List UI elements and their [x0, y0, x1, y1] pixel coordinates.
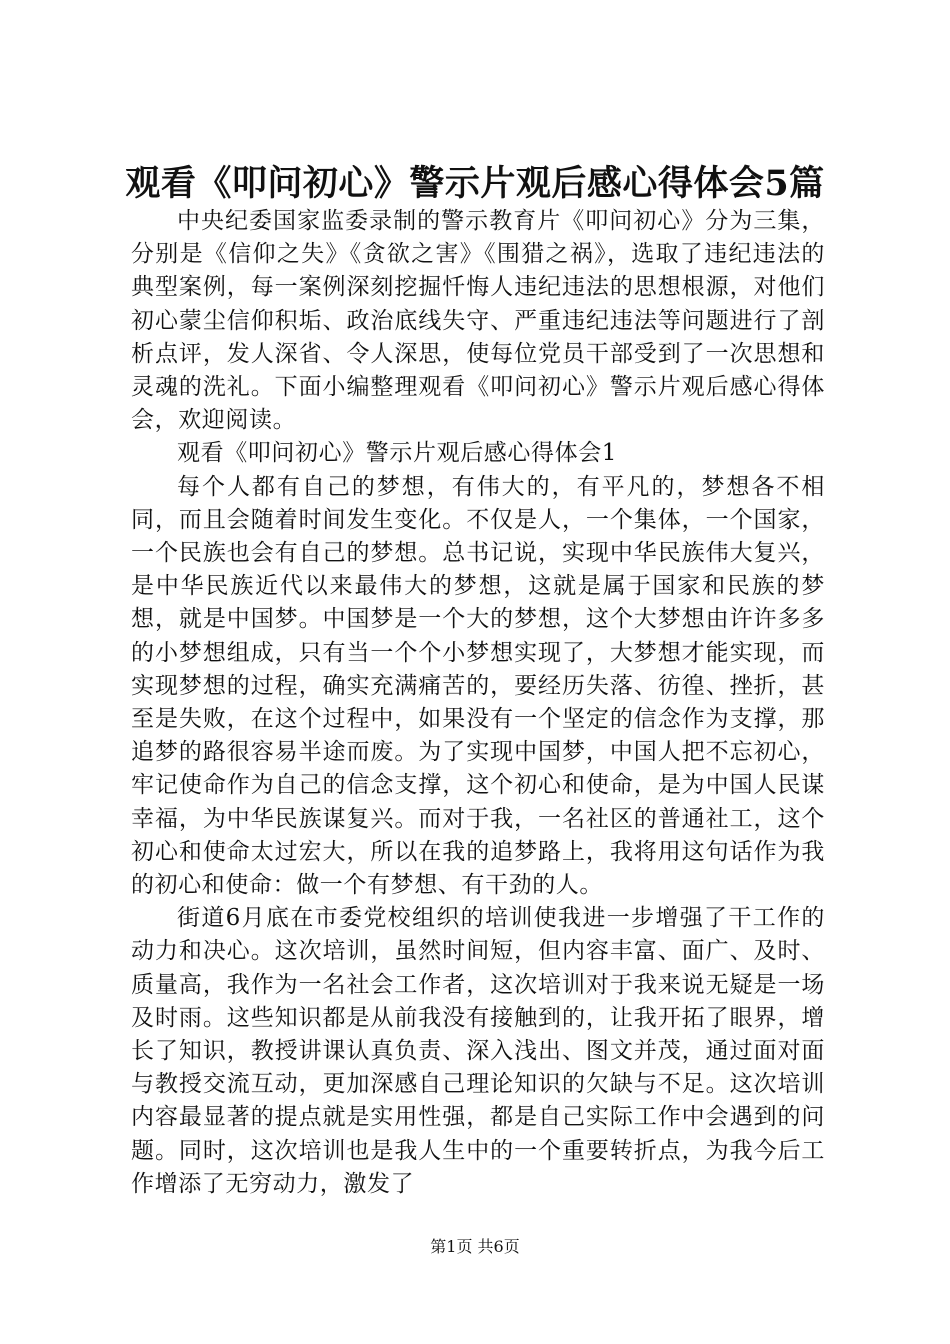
intro-paragraph: 中央纪委国家监委录制的警示教育片《叩问初心》分为三集，分别是《信仰之失》《贪欲之害》《围猎之祸》，选取了违纪违法的典型案例，每一案例深刻挖掘忏悔人违纪违法的思想根源，对他们初心蒙尘信仰积垢、政治底线失守、严重违纪违法等问题进行了剖析点评，发人深省、令人深思，使每位党员干部受到了一次思想和灵魂的洗礼。下面小编整理观看《叩问初心》警示片观后感心得体会，欢迎阅读。: [131, 208, 825, 434]
page-number-footer: 第1页 共6页: [430, 1237, 520, 1256]
section-heading: 观看《叩问初心》警示片观后感心得体会1: [177, 440, 618, 467]
document-body: [131, 205, 825, 1201]
body-paragraph: 街道6月底在市委党校组织的培训使我进一步增强了干工作的动力和决心。这次培训，虽然时间短，但内容丰富、面广、及时、质量高，我作为一名社会工作者，这次培训对于我来说无疑是一场及时雨。这些知识都是从前我没有接触到的，让我开拓了眼界，增长了知识，教授讲课认真负责、深入浅出、图文并茂，通过面对面与教授交流互动，更加深感自己理论知识的欠缺与不足。这次培训内容最显著的提点就是实用性强，都是自己实际工作中会遇到的问题。同时，这次培训也是我人生中的一个重要转折点，为我今后工作增添了无穷动力，激发了: [131, 905, 825, 1197]
document-title: 观看《叩问初心》警示片观后感心得体会5篇: [125, 163, 825, 204]
body-paragraph: 每个人都有自己的梦想，有伟大的，有平凡的，梦想各不相同，而且会随着时间发生变化。不仅是人，一个集体，一个国家，一个民族也会有自己的梦想。总书记说，实现中华民族伟大复兴，是中华民族近代以来最伟大的梦想，这就是属于国家和民族的梦想，就是中国梦。中国梦是一个大的梦想，这个大梦想由许许多多的小梦想组成，只有当一个个小梦想实现了，大梦想才能实现，而实现梦想的过程，确实充满痛苦的，要经历失落、彷徨、挫折，甚至是失败，在这个过程中，如果没有一个坚定的信念作为支撑，那追梦的路很容易半途而废。为了实现中国梦，中国人把不忘初心，牢记使命作为自己的信念支撑，这个初心和使命，是为中国人民谋幸福，为中华民族谋复兴。而对于我，一名社区的普通社工，这个初心和使命太过宏大，所以在我的追梦路上，我将用这句话作为我的初心和使命：做一个有梦想、有干劲的人。: [131, 473, 825, 899]
